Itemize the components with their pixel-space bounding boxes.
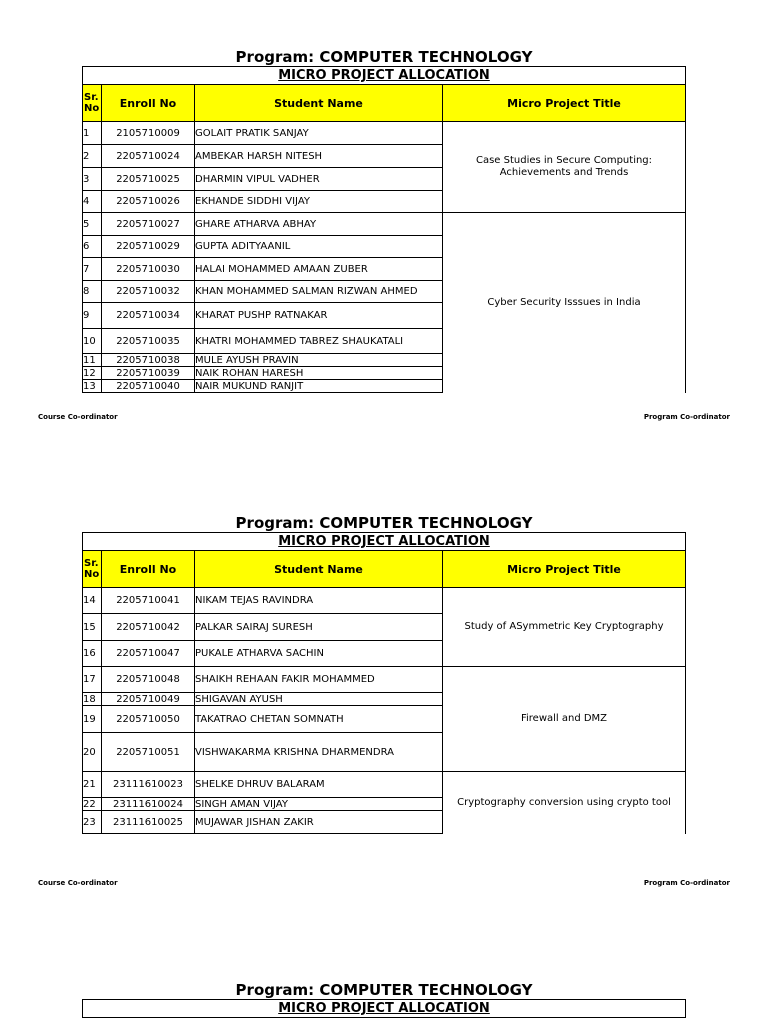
enroll-no-cell: 2205710035 [102, 329, 195, 354]
sr-no-cell: 6 [83, 236, 102, 258]
sr-no-cell: 17 [83, 667, 102, 693]
enroll-no-cell: 2205710042 [102, 614, 195, 641]
student-name-cell: NAIK ROHAN HARESH [195, 367, 443, 380]
course-coordinator-label: Course Co-ordinator [38, 413, 118, 421]
student-name-cell: DHARMIN VIPUL VADHER [195, 168, 443, 191]
student-name-cell: NIKAM TEJAS RAVINDRA [195, 588, 443, 614]
column-header-project-title: Micro Project Title [443, 551, 686, 588]
student-name-cell: KHAN MOHAMMED SALMAN RIZWAN AHMED [195, 281, 443, 303]
sr-no-cell: 19 [83, 706, 102, 733]
student-name-cell: AMBEKAR HARSH NITESH [195, 145, 443, 168]
sr-no-cell: 7 [83, 258, 102, 281]
student-name-cell: GUPTA ADITYAANIL [195, 236, 443, 258]
enroll-no-cell: 2205710038 [102, 354, 195, 367]
allocation-table [82, 532, 686, 834]
sr-no-cell: 16 [83, 641, 102, 667]
sr-no-cell: 11 [83, 354, 102, 367]
student-name-cell: GOLAIT PRATIK SANJAY [195, 122, 443, 145]
enroll-no-cell: 2205710029 [102, 236, 195, 258]
allocation-table [82, 999, 686, 1018]
sr-no-cell: 22 [83, 798, 102, 811]
student-name-cell: PUKALE ATHARVA SACHIN [195, 641, 443, 667]
student-name-cell: GHARE ATHARVA ABHAY [195, 213, 443, 236]
table-row [83, 588, 686, 614]
enroll-no-cell: 2205710041 [102, 588, 195, 614]
enroll-no-cell: 2205710040 [102, 380, 195, 393]
project-title-cell: Cyber Security Isssues in India [443, 213, 686, 393]
program-title: Program: COMPUTER TECHNOLOGY [235, 514, 533, 532]
student-name-cell: SINGH AMAN VIJAY [195, 798, 443, 811]
enroll-no-cell: 2205710025 [102, 168, 195, 191]
enroll-no-cell: 2205710051 [102, 733, 195, 772]
sr-no-cell: 15 [83, 614, 102, 641]
enroll-no-cell: 2205710047 [102, 641, 195, 667]
enroll-no-cell: 2205710030 [102, 258, 195, 281]
student-name-cell: KHATRI MOHAMMED TABREZ SHAUKATALI [195, 329, 443, 354]
program-title: Program: COMPUTER TECHNOLOGY [235, 981, 533, 999]
enroll-no-cell: 2205710050 [102, 706, 195, 733]
project-title-cell: Study of ASymmetric Key Cryptography [443, 588, 686, 667]
column-header-sr-no: Sr. No [83, 85, 102, 122]
sr-no-cell: 23 [83, 811, 102, 834]
sr-no-cell: 20 [83, 733, 102, 772]
enroll-no-cell: 23111610023 [102, 772, 195, 798]
sr-no-cell: 3 [83, 168, 102, 191]
sr-no-cell: 1 [83, 122, 102, 145]
enroll-no-cell: 2205710034 [102, 303, 195, 329]
sr-no-cell: 5 [83, 213, 102, 236]
sr-no-cell: 13 [83, 380, 102, 393]
page-3 [0, 981, 768, 1024]
enroll-no-cell: 2205710027 [102, 213, 195, 236]
table-row [83, 667, 686, 693]
sr-no-cell: 21 [83, 772, 102, 798]
student-name-cell: TAKATRAO CHETAN SOMNATH [195, 706, 443, 733]
sr-no-cell: 2 [83, 145, 102, 168]
program-coordinator-label: Program Co-ordinator [643, 879, 730, 887]
column-header-student-name: Student Name [195, 551, 443, 588]
enroll-no-cell: 2205710026 [102, 191, 195, 213]
sr-no-cell: 18 [83, 693, 102, 706]
project-title-cell: Firewall and DMZ [443, 667, 686, 772]
enroll-no-cell: 23111610025 [102, 811, 195, 834]
column-header-project-title: Micro Project Title [443, 85, 686, 122]
sr-no-cell: 9 [83, 303, 102, 329]
table-row [83, 122, 686, 145]
program-title: Program: COMPUTER TECHNOLOGY [235, 48, 533, 66]
student-name-cell: KHARAT PUSHP RATNAKAR [195, 303, 443, 329]
student-name-cell: MUJAWAR JISHAN ZAKIR [195, 811, 443, 834]
enroll-no-cell: 2205710032 [102, 281, 195, 303]
enroll-no-cell: 2205710024 [102, 145, 195, 168]
sr-no-cell: 14 [83, 588, 102, 614]
student-name-cell: HALAI MOHAMMED AMAAN ZUBER [195, 258, 443, 281]
course-coordinator-label: Course Co-ordinator [38, 879, 118, 887]
table-caption: MICRO PROJECT ALLOCATION [83, 67, 686, 85]
enroll-no-cell: 2105710009 [102, 122, 195, 145]
sr-no-cell: 8 [83, 281, 102, 303]
project-title-cell: Case Studies in Secure Computing: Achievements and Trends [443, 122, 686, 213]
table-row [83, 213, 686, 236]
enroll-no-cell: 2205710039 [102, 367, 195, 380]
student-name-cell: EKHANDE SIDDHI VIJAY [195, 191, 443, 213]
allocation-table [82, 66, 686, 393]
student-name-cell: SHIGAVAN AYUSH [195, 693, 443, 706]
project-title-cell: Cryptography conversion using crypto tool [443, 772, 686, 834]
enroll-no-cell: 23111610024 [102, 798, 195, 811]
student-name-cell: MULE AYUSH PRAVIN [195, 354, 443, 367]
column-header-sr-no: Sr. No [83, 551, 102, 588]
table-caption: MICRO PROJECT ALLOCATION [83, 533, 686, 551]
student-name-cell: SHELKE DHRUV BALARAM [195, 772, 443, 798]
program-coordinator-label: Program Co-ordinator [643, 413, 730, 421]
column-header-enroll-no: Enroll No [102, 551, 195, 588]
student-name-cell: VISHWAKARMA KRISHNA DHARMENDRA [195, 733, 443, 772]
column-header-enroll-no: Enroll No [102, 85, 195, 122]
enroll-no-cell: 2205710049 [102, 693, 195, 706]
table-row [83, 772, 686, 798]
enroll-no-cell: 2205710048 [102, 667, 195, 693]
column-header-student-name: Student Name [195, 85, 443, 122]
sr-no-cell: 12 [83, 367, 102, 380]
table-caption: MICRO PROJECT ALLOCATION [83, 1000, 686, 1018]
student-name-cell: SHAIKH REHAAN FAKIR MOHAMMED [195, 667, 443, 693]
student-name-cell: NAIR MUKUND RANJIT [195, 380, 443, 393]
sr-no-cell: 10 [83, 329, 102, 354]
student-name-cell: PALKAR SAIRAJ SURESH [195, 614, 443, 641]
sr-no-cell: 4 [83, 191, 102, 213]
